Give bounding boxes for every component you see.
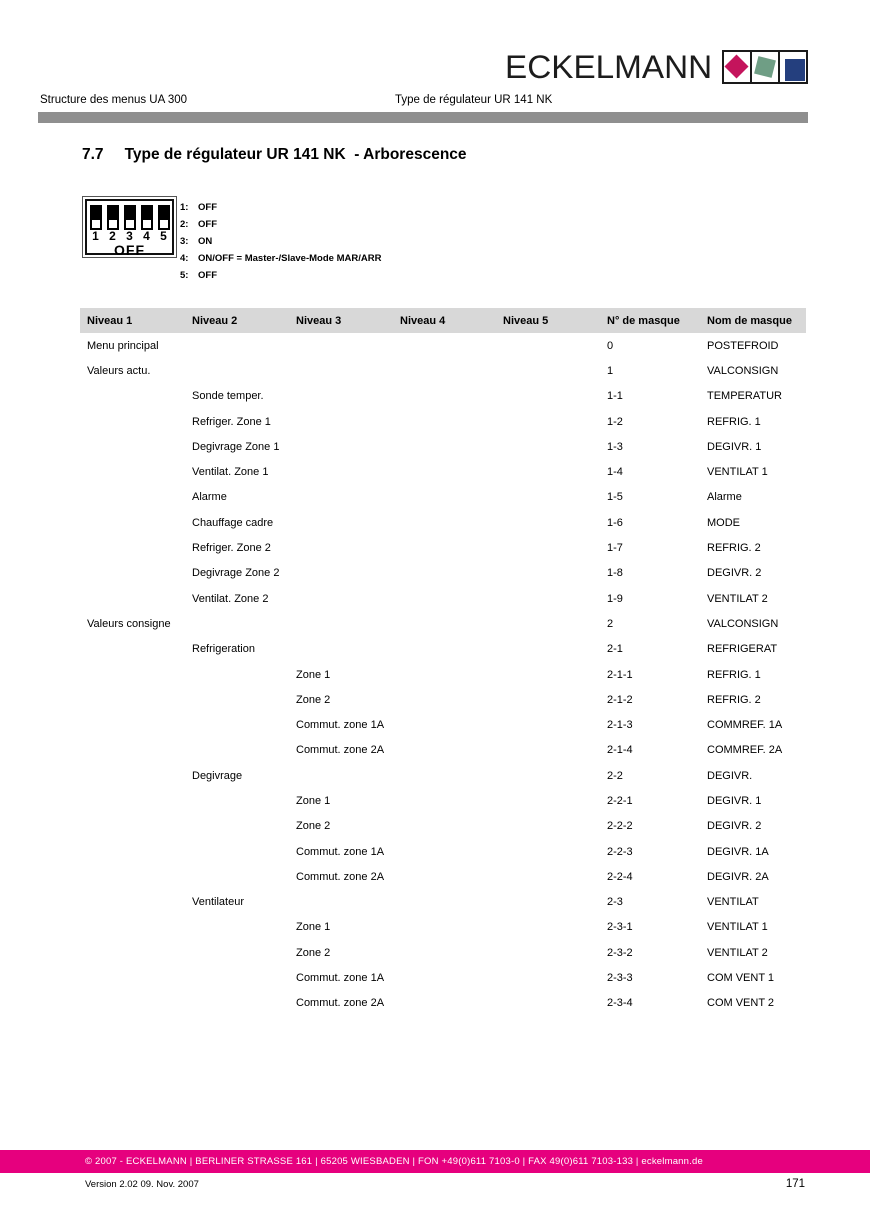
dip-legend-item-1 — [180, 199, 381, 216]
dip-legend-value: ON/OFF = Master-/Slave-Mode MAR/ARR — [198, 253, 382, 264]
section-heading-text: Type de régulateur UR 141 NK - Arborescence — [124, 146, 467, 163]
logo-wordmark: ECKELMANN — [504, 49, 712, 85]
table-cell: DEGIVR. 1A — [707, 845, 769, 858]
menu-structure-table — [80, 308, 806, 1016]
footer-meta — [85, 1178, 805, 1190]
dip-legend-value: ON — [198, 236, 213, 247]
table-header-cell-5: Niveau 5 — [503, 314, 549, 327]
table-cell: Zone 2 — [296, 820, 331, 833]
table-row — [80, 864, 806, 889]
table-cell: Ventilat. Zone 1 — [192, 466, 269, 479]
footer-copyright-bar — [0, 1150, 870, 1173]
table-cell: Commut. zone 2A — [296, 997, 385, 1010]
table-cell: Valeurs actu. — [87, 364, 151, 377]
table-cell: Zone 1 — [296, 794, 331, 807]
logo-square-blue-icon — [780, 52, 806, 82]
table-cell: DEGIVR. 2A — [707, 870, 769, 883]
dip-legend-item-2 — [180, 216, 381, 233]
dip-switch-3 — [124, 205, 136, 230]
table-row — [80, 358, 806, 383]
table-cell: REFRIGERAT — [707, 643, 778, 656]
section-number: 7.7 — [82, 146, 104, 163]
table-row — [80, 687, 806, 712]
dip-switch-knob-1 — [92, 207, 100, 220]
table-cell: 1-6 — [607, 516, 623, 529]
table-cell: Valeurs consigne — [87, 617, 171, 630]
dip-legend-item-3 — [180, 233, 381, 250]
table-cell: Zone 2 — [296, 693, 331, 706]
dip-switch-knob-5 — [160, 207, 168, 220]
table-cell: Degivrage — [192, 769, 243, 782]
table-cell: Commut. zone 1A — [296, 845, 385, 858]
table-cell: Degivrage Zone 2 — [192, 567, 280, 580]
table-cell: 2-3-1 — [607, 921, 633, 934]
table-header-cell-6: N° de masque — [607, 314, 680, 327]
table-cell: Refriger. Zone 2 — [192, 542, 271, 555]
logo-mark-icon — [722, 50, 808, 84]
table-header-cell-7: Nom de masque — [707, 314, 792, 327]
dip-switch-2 — [107, 205, 119, 230]
table-cell: Zone 2 — [296, 946, 331, 959]
dip-switch-number-5: 5 — [160, 229, 167, 243]
table-row — [80, 510, 806, 535]
table-cell: 2-3-2 — [607, 946, 633, 959]
table-cell: 2-1-2 — [607, 693, 633, 706]
table-header-row — [80, 308, 806, 333]
table-cell: DEGIVR. 2 — [707, 567, 762, 580]
table-cell: Zone 1 — [296, 668, 331, 681]
dip-legend-value: OFF — [198, 202, 217, 213]
table-cell: REFRIG. 1 — [707, 668, 761, 681]
dip-switch-diagram — [82, 196, 177, 258]
running-head — [40, 94, 808, 106]
dip-switch-1 — [90, 205, 102, 230]
table-cell: Refriger. Zone 1 — [192, 415, 271, 428]
running-head-right: Type de régulateur UR 141 NK — [395, 94, 553, 106]
dip-legend-item-5 — [180, 267, 381, 284]
dip-legend-num: 3: — [180, 236, 189, 247]
table-row — [80, 712, 806, 737]
table-cell: 2 — [607, 617, 614, 630]
table-cell: 2-2-1 — [607, 794, 633, 807]
dip-switch-number-3: 3 — [126, 229, 133, 243]
table-row — [80, 535, 806, 560]
table-cell: Commut. zone 1A — [296, 972, 385, 985]
table-cell: 1-7 — [607, 542, 623, 555]
table-cell: Commut. zone 2A — [296, 744, 385, 757]
table-cell: Ventilat. Zone 2 — [192, 592, 269, 605]
table-cell: Chauffage cadre — [192, 516, 274, 529]
table-cell: 2-3-4 — [607, 997, 633, 1010]
dip-switch-row — [90, 205, 170, 230]
table-cell: COMMREF. 2A — [707, 744, 783, 757]
table-cell: 0 — [607, 339, 614, 352]
table-cell: Refrigeration — [192, 643, 255, 656]
table-cell: Zone 1 — [296, 921, 331, 934]
table-cell: 1-3 — [607, 440, 623, 453]
table-cell: 1-8 — [607, 567, 623, 580]
table-row — [80, 890, 806, 915]
table-cell: Commut. zone 1A — [296, 719, 385, 732]
table-cell: POSTEFROID — [707, 339, 779, 352]
table-cell: Commut. zone 2A — [296, 870, 385, 883]
table-cell: 2-2-4 — [607, 870, 633, 883]
table-header-cell-2: Niveau 2 — [192, 314, 238, 327]
table-cell: MODE — [707, 516, 740, 529]
table-row — [80, 459, 806, 484]
table-row — [80, 611, 806, 636]
table-header-cell-4: Niveau 4 — [400, 314, 446, 327]
dip-switch-knob-4 — [143, 207, 151, 220]
dip-legend-num: 4: — [180, 253, 189, 264]
table-cell: VALCONSIGN — [707, 617, 779, 630]
dip-switch-number-2: 2 — [109, 229, 116, 243]
table-cell: DEGIVR. 2 — [707, 820, 762, 833]
table-cell: Ventilateur — [192, 896, 244, 909]
table-cell: Alarme — [707, 491, 742, 504]
table-row — [80, 940, 806, 965]
table-cell: REFRIG. 2 — [707, 693, 761, 706]
table-cell: VENTILAT 2 — [707, 592, 768, 605]
table-row — [80, 333, 806, 358]
table-cell: REFRIG. 2 — [707, 542, 761, 555]
table-row — [80, 788, 806, 813]
table-cell: VALCONSIGN — [707, 364, 779, 377]
table-cell: TEMPERATUR — [707, 390, 782, 403]
table-cell: 1-9 — [607, 592, 623, 605]
table-row — [80, 915, 806, 940]
running-head-left: Structure des menus UA 300 — [40, 94, 188, 106]
table-row — [80, 991, 806, 1016]
table-row — [80, 662, 806, 687]
table-row — [80, 965, 806, 990]
table-row — [80, 586, 806, 611]
table-cell: Menu principal — [87, 339, 159, 352]
dip-off-label: OFF — [114, 242, 145, 258]
table-cell: 2-2 — [607, 769, 623, 782]
table-row — [80, 561, 806, 586]
header-rule — [38, 112, 808, 123]
table-row — [80, 485, 806, 510]
dip-legend-item-4 — [180, 250, 381, 267]
dip-legend-num: 1: — [180, 202, 189, 213]
table-cell: Sonde temper. — [192, 390, 264, 403]
table-cell: 2-1-1 — [607, 668, 633, 681]
table-cell: 2-1-4 — [607, 744, 633, 757]
table-cell: Alarme — [192, 491, 227, 504]
table-row — [80, 738, 806, 763]
table-header-cell-3: Niveau 3 — [296, 314, 342, 327]
table-body — [80, 333, 806, 1016]
dip-legend-value: OFF — [198, 219, 217, 230]
dip-legend-num: 5: — [180, 270, 189, 281]
table-cell: DEGIVR. 1 — [707, 440, 762, 453]
dip-switch-knob-2 — [109, 207, 117, 220]
table-row — [80, 409, 806, 434]
table-cell: 1-1 — [607, 390, 623, 403]
table-cell: VENTILAT 1 — [707, 466, 768, 479]
table-cell: REFRIG. 1 — [707, 415, 761, 428]
table-cell: 1-4 — [607, 466, 623, 479]
eckelmann-logo — [504, 49, 808, 85]
table-cell: COM VENT 2 — [707, 997, 775, 1010]
table-cell: VENTILAT — [707, 896, 759, 909]
table-cell: 2-2-3 — [607, 845, 633, 858]
logo-diamond-green-icon — [752, 52, 778, 82]
dip-switch-5 — [158, 205, 170, 230]
footer-copyright-text: © 2007 - ECKELMANN | BERLINER STRASSE 161 | 65205 WIESBADEN | FON +49(0)611 7103-0 | FAX 49(0)611 7103-133 | eckelmann.de — [85, 1156, 703, 1167]
table-row — [80, 384, 806, 409]
table-cell: Degivrage Zone 1 — [192, 440, 280, 453]
section-title — [82, 146, 467, 164]
dip-switch-legend — [180, 199, 381, 284]
dip-switch-frame — [85, 199, 174, 258]
table-row — [80, 839, 806, 864]
table-cell: 1-5 — [607, 491, 623, 504]
dip-legend-num: 2: — [180, 219, 189, 230]
table-cell: VENTILAT 1 — [707, 921, 768, 934]
table-row — [80, 763, 806, 788]
dip-legend-value: OFF — [198, 270, 217, 281]
page-number: 171 — [785, 1178, 805, 1190]
table-cell: 2-3 — [607, 896, 623, 909]
table-cell: VENTILAT 2 — [707, 946, 768, 959]
table-row — [80, 637, 806, 662]
version-label: Version 2.02 09. Nov. 2007 — [85, 1179, 199, 1190]
table-cell: 1-2 — [607, 415, 623, 428]
dip-switch-knob-3 — [126, 207, 134, 220]
table-cell: COMMREF. 1A — [707, 719, 783, 732]
dip-switch-number-1: 1 — [92, 229, 99, 243]
table-row — [80, 814, 806, 839]
table-cell: 1 — [607, 364, 614, 377]
table-cell: 2-1-3 — [607, 719, 633, 732]
table-cell: 2-3-3 — [607, 972, 633, 985]
table-cell: COM VENT 1 — [707, 972, 775, 985]
dip-switch-number-4: 4 — [143, 229, 150, 243]
table-header-cell-1: Niveau 1 — [87, 314, 133, 327]
table-cell: DEGIVR. — [707, 769, 753, 782]
table-cell: 2-2-2 — [607, 820, 633, 833]
logo-diamond-magenta-icon — [724, 52, 750, 82]
table-cell: DEGIVR. 1 — [707, 794, 762, 807]
dip-switch-4 — [141, 205, 153, 230]
table-cell: 2-1 — [607, 643, 623, 656]
table-row — [80, 434, 806, 459]
